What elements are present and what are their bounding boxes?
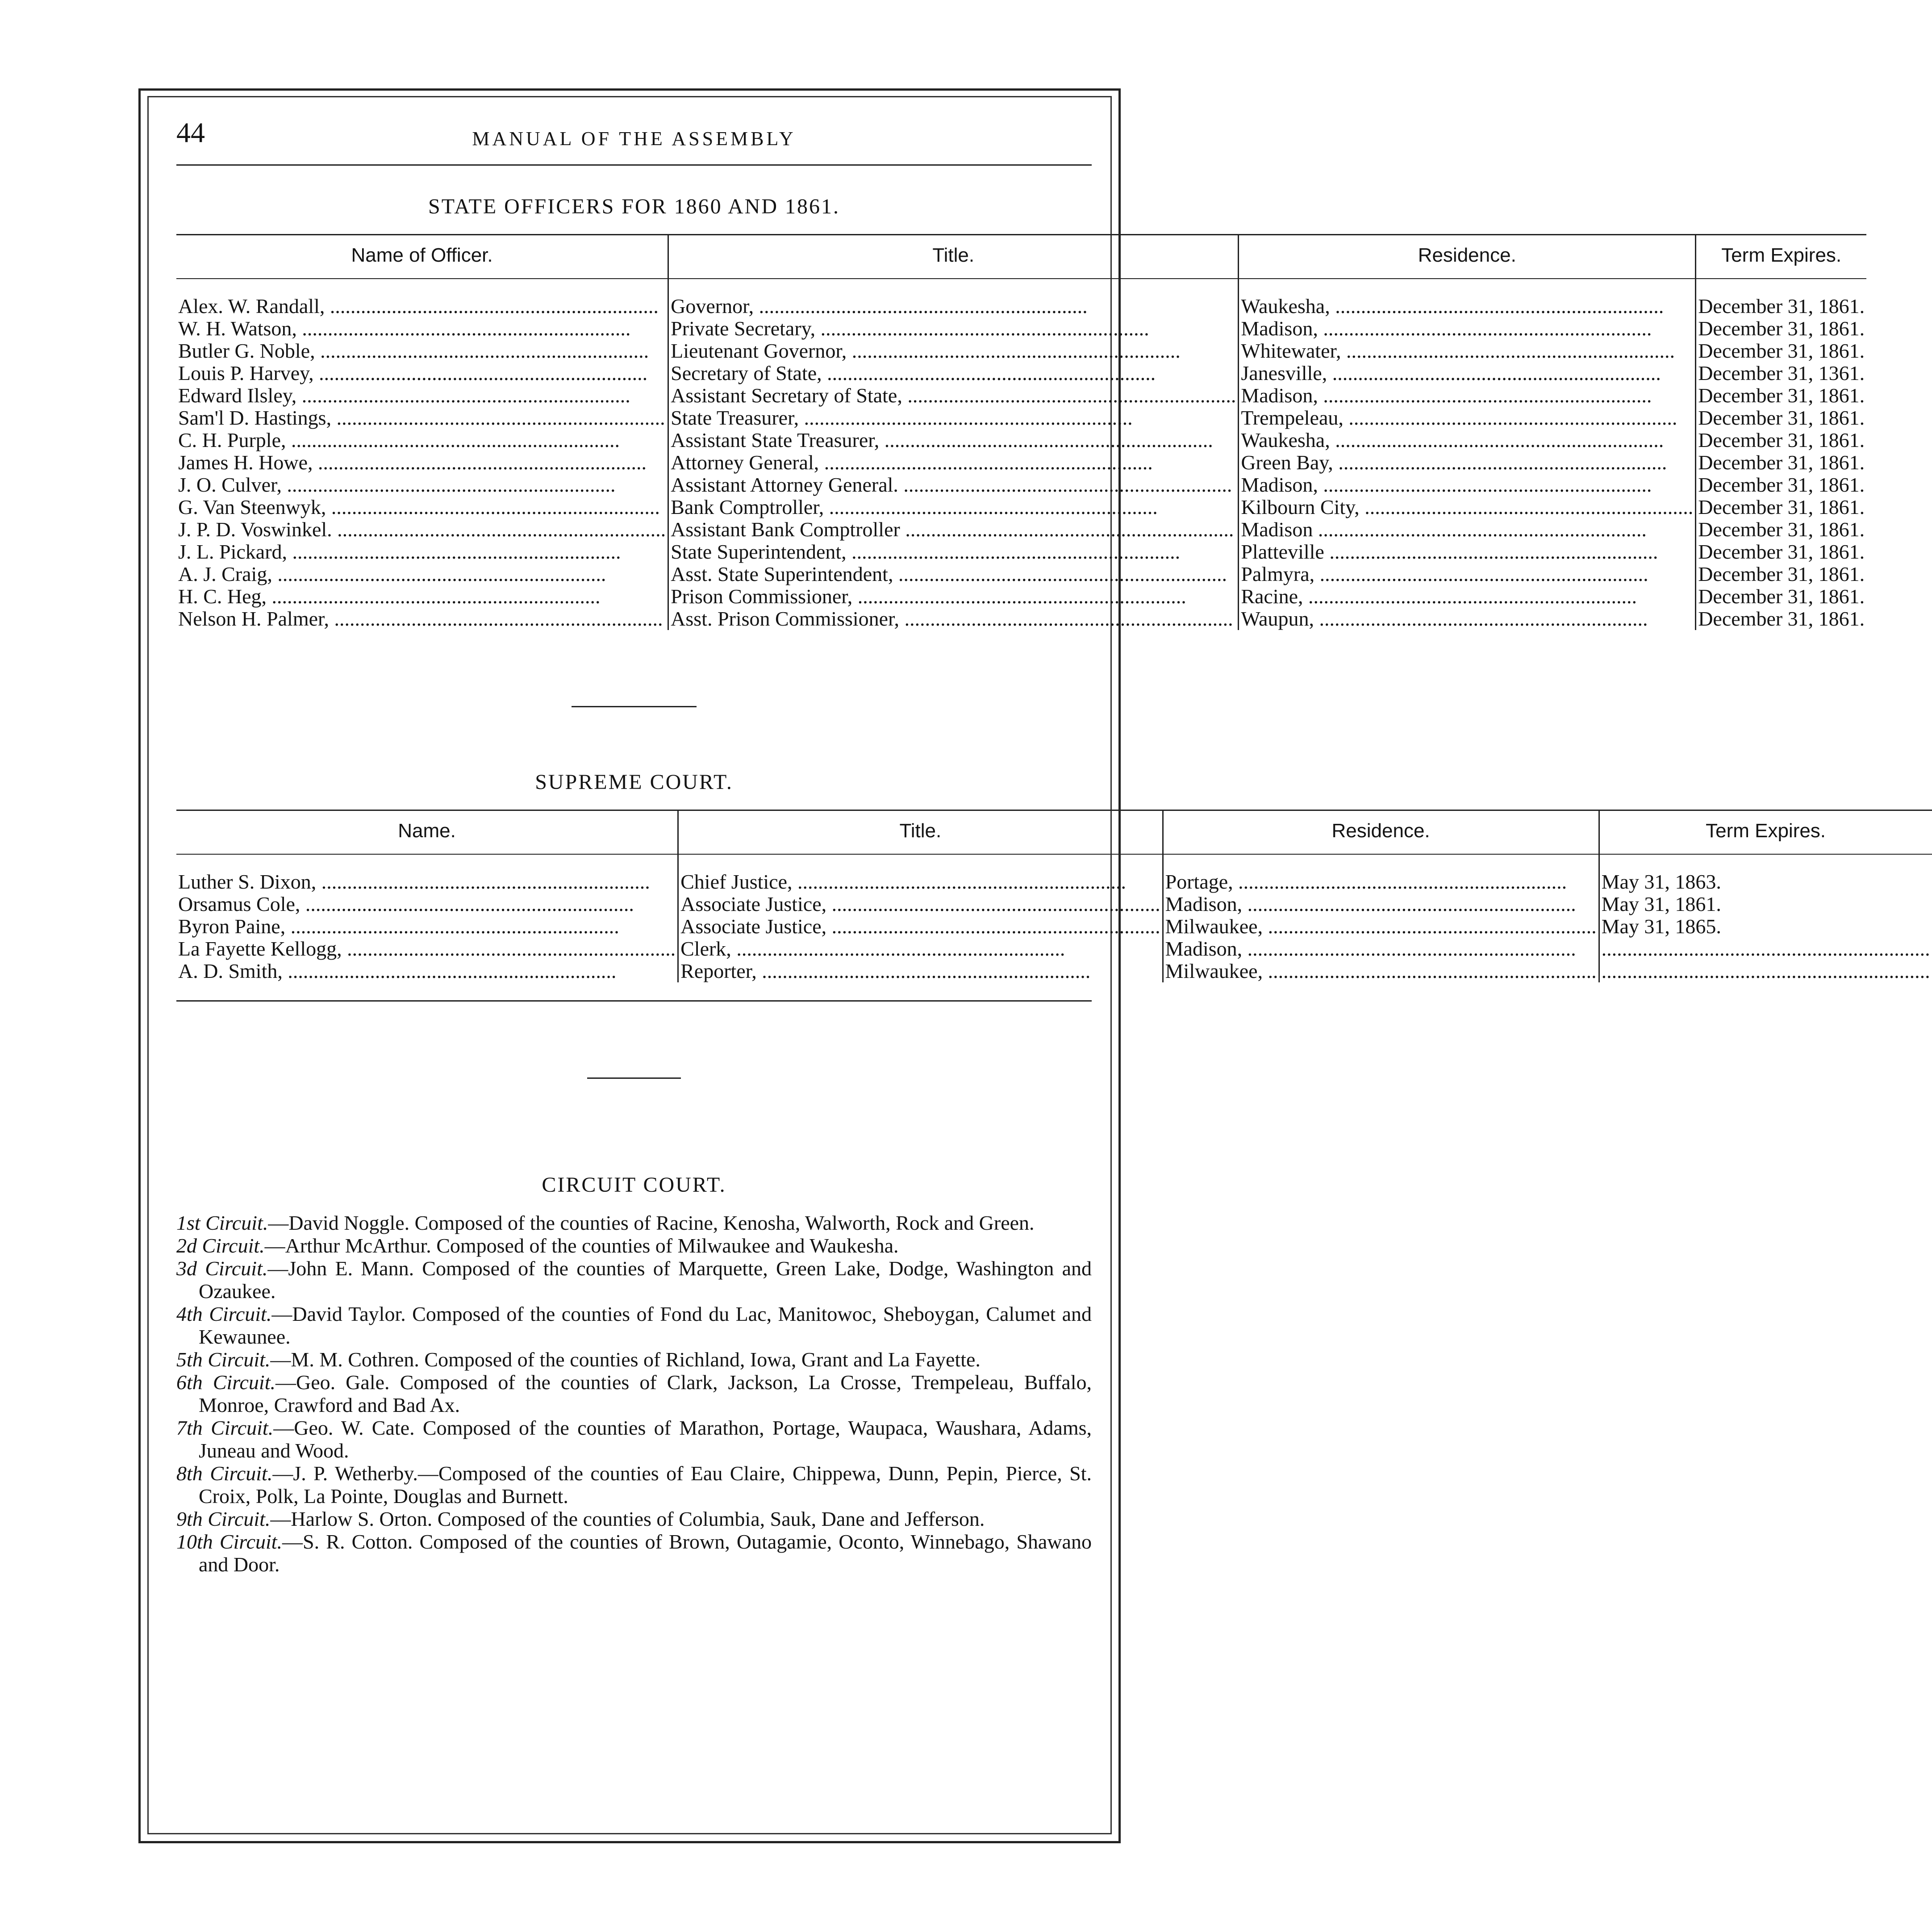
table-row <box>176 938 1932 960</box>
circuit-entry <box>176 1462 1092 1507</box>
table-cell: Waukesha, ..... <box>1239 429 1696 451</box>
circuit-entry <box>176 1530 1092 1576</box>
table-cell: Governor, ..... <box>668 295 1239 317</box>
table-cell: Attorney General, ..... <box>668 451 1239 474</box>
circuit-text: —David Taylor. Composed of the counties of Fond du Lac, Manitowoc, Sheboygan, Calumet and Kewaunee. <box>199 1303 1092 1348</box>
column-header: Name. <box>176 810 678 855</box>
table-cell: Assistant Attorney General. ..... <box>668 474 1239 496</box>
circuit-label: 10th Circuit. <box>176 1530 283 1553</box>
table-cell: La Fayette Kellogg, ..... <box>176 938 678 960</box>
section-divider <box>587 1077 681 1079</box>
supreme-court-rows <box>176 871 1932 982</box>
table-cell: Milwaukee, ..... <box>1163 960 1599 982</box>
table-cell: Chief Justice, ..... <box>678 871 1163 893</box>
circuit-text: —Geo. Gale. Composed of the counties of Clark, Jackson, La Crosse, Trempeleau, Buffalo, Monroe, Crawford and Bad Ax. <box>199 1371 1092 1416</box>
circuit-entry <box>176 1507 1092 1530</box>
table-cell: May 31, 1863. <box>1599 871 1932 893</box>
page-header <box>176 116 1092 161</box>
table-cell: Janesville, ..... <box>1239 362 1696 384</box>
table-row <box>176 317 1866 340</box>
table-cell <box>1599 960 1932 982</box>
table-cell: Palmyra, ..... <box>1239 563 1696 585</box>
table-cell: Madison, ..... <box>1239 384 1696 407</box>
table-row <box>176 384 1866 407</box>
circuit-court-list <box>176 1211 1092 1576</box>
table-cell: G. Van Steenwyk, ..... <box>176 496 668 518</box>
table-cell: Associate Justice, ..... <box>678 893 1163 915</box>
table-cell: Nelson H. Palmer, ..... <box>176 608 668 630</box>
supreme-court-bottom-rule <box>176 1000 1092 1002</box>
table-cell: Clerk, ..... <box>678 938 1163 960</box>
table-cell: Luther S. Dixon, ..... <box>176 871 678 893</box>
table-cell: May 31, 1861. <box>1599 893 1932 915</box>
table-cell: Butler G. Noble, ..... <box>176 340 668 362</box>
circuit-entry <box>176 1303 1092 1348</box>
table-cell: W. H. Watson, ..... <box>176 317 668 340</box>
table-cell: Kilbourn City, ..... <box>1239 496 1696 518</box>
table-cell: Asst. State Superintendent, ..... <box>668 563 1239 585</box>
column-header: Name of Officer. <box>176 235 668 279</box>
table-cell: Prison Commissioner, ..... <box>668 585 1239 608</box>
table-cell: J. P. D. Voswinkel. ..... <box>176 518 668 541</box>
table-cell: Associate Justice, ..... <box>678 915 1163 938</box>
table-cell: December 31, 1861. <box>1696 563 1867 585</box>
circuit-entry <box>176 1257 1092 1303</box>
table-cell: Waupun, ..... <box>1239 608 1696 630</box>
table-cell: December 31, 1861. <box>1696 407 1867 429</box>
table-cell: December 31, 1861. <box>1696 317 1867 340</box>
circuit-label: 6th Circuit. <box>176 1371 275 1394</box>
table-row <box>176 429 1866 451</box>
table-cell: Orsamus Cole, ..... <box>176 893 678 915</box>
table-cell <box>1599 938 1932 960</box>
circuit-entry <box>176 1348 1092 1371</box>
circuit-entry <box>176 1234 1092 1257</box>
supreme-court-title: SUPREME COURT. <box>535 770 733 794</box>
table-row <box>176 518 1866 541</box>
circuit-label: 5th Circuit. <box>176 1348 271 1371</box>
circuit-entry <box>176 1211 1092 1234</box>
table-cell: December 31, 1861. <box>1696 541 1867 563</box>
table-row <box>176 893 1932 915</box>
table-cell: December 31, 1861. <box>1696 608 1867 630</box>
table-cell: H. C. Heg, ..... <box>176 585 668 608</box>
table-cell: Waukesha, ..... <box>1239 295 1696 317</box>
table-cell: Sam'l D. Hastings, ..... <box>176 407 668 429</box>
table-cell: Green Bay, ..... <box>1239 451 1696 474</box>
table-row <box>176 563 1866 585</box>
table-cell: Assistant Bank Comptroller ..... <box>668 518 1239 541</box>
table-row <box>176 541 1866 563</box>
table-cell: Trempeleau, ..... <box>1239 407 1696 429</box>
table-row <box>176 295 1866 317</box>
table-cell: Louis P. Harvey, ..... <box>176 362 668 384</box>
table-cell: December 31, 1861. <box>1696 340 1867 362</box>
section-divider <box>572 706 697 707</box>
table-cell: State Treasurer, ..... <box>668 407 1239 429</box>
table-cell: James H. Howe, ..... <box>176 451 668 474</box>
circuit-text: —Geo. W. Cate. Composed of the counties of Marathon, Portage, Waupaca, Waushara, Adams, Juneau and Wood. <box>199 1416 1092 1462</box>
table-row <box>176 362 1866 384</box>
table-row <box>176 451 1866 474</box>
circuit-text: —J. P. Wetherby.—Composed of the counties of Eau Claire, Chippewa, Dunn, Pepin, Pierce, St. Croix, Polk, La Pointe, Douglas and Burnett. <box>199 1462 1092 1507</box>
header-rule <box>176 164 1092 166</box>
table-cell: Private Secretary, ..... <box>668 317 1239 340</box>
table-cell: Madison, ..... <box>1239 317 1696 340</box>
table-cell: Madison, ..... <box>1163 938 1599 960</box>
state-officers-title: STATE OFFICERS FOR 1860 AND 1861. <box>428 195 840 218</box>
circuit-label: 9th Circuit. <box>176 1507 271 1530</box>
table-cell: Edward Ilsley, ..... <box>176 384 668 407</box>
table-cell: J. L. Pickard, ..... <box>176 541 668 563</box>
column-header: Residence. <box>1163 810 1599 855</box>
table-cell: December 31, 1861. <box>1696 518 1867 541</box>
table-cell: Madison, ..... <box>1239 474 1696 496</box>
table-cell: Reporter, ..... <box>678 960 1163 982</box>
circuit-text: —S. R. Cotton. Composed of the counties of Brown, Outagamie, Oconto, Winnebago, Shawano and Door. <box>199 1530 1092 1576</box>
table-cell: A. D. Smith, ..... <box>176 960 678 982</box>
table-row <box>176 960 1932 982</box>
table-cell: May 31, 1865. <box>1599 915 1932 938</box>
table-cell: Assistant Secretary of State, ..... <box>668 384 1239 407</box>
table-row <box>176 915 1932 938</box>
table-cell: December 31, 1861. <box>1696 295 1867 317</box>
table-header-row <box>176 235 1866 279</box>
circuit-label: 2d Circuit. <box>176 1234 265 1257</box>
table-cell: December 31, 1861. <box>1696 474 1867 496</box>
table-row <box>176 585 1866 608</box>
table-cell: Asst. Prison Commissioner, ..... <box>668 608 1239 630</box>
running-head: MANUAL OF THE ASSEMBLY <box>472 128 796 150</box>
table-cell: Assistant State Treasurer, ..... <box>668 429 1239 451</box>
circuit-text: —David Noggle. Composed of the counties of Racine, Kenosha, Walworth, Rock and Green. <box>268 1211 1035 1234</box>
table-cell: December 31, 1861. <box>1696 429 1867 451</box>
table-row <box>176 608 1866 630</box>
table-header-row <box>176 810 1932 855</box>
column-header: Term Expires. <box>1599 810 1932 855</box>
circuit-text: —Arthur McArthur. Composed of the counties of Milwaukee and Waukesha. <box>264 1234 899 1257</box>
supreme-court-table <box>176 810 1932 982</box>
table-cell: Bank Comptroller, ..... <box>668 496 1239 518</box>
table-cell: A. J. Craig, ..... <box>176 563 668 585</box>
column-header: Residence. <box>1239 235 1696 279</box>
circuit-label: 7th Circuit. <box>176 1416 274 1439</box>
state-officers-table <box>176 234 1866 630</box>
circuit-label: 1st Circuit. <box>176 1211 268 1234</box>
table-row <box>176 340 1866 362</box>
table-cell: December 31, 1861. <box>1696 384 1867 407</box>
table-cell: Lieutenant Governor, ..... <box>668 340 1239 362</box>
state-officers-rows <box>176 295 1866 630</box>
table-cell: Secretary of State, ..... <box>668 362 1239 384</box>
table-cell: December 31, 1861. <box>1696 585 1867 608</box>
circuit-label: 3d Circuit. <box>176 1257 268 1280</box>
table-cell: Platteville ..... <box>1239 541 1696 563</box>
table-cell: Madison, ..... <box>1163 893 1599 915</box>
table-row <box>176 871 1932 893</box>
circuit-entry <box>176 1416 1092 1462</box>
column-header: Term Expires. <box>1696 235 1867 279</box>
table-cell: Portage, ..... <box>1163 871 1599 893</box>
circuit-text: —M. M. Cothren. Composed of the counties of Richland, Iowa, Grant and La Fayette. <box>270 1348 981 1371</box>
column-header: Title. <box>668 235 1239 279</box>
circuit-entry <box>176 1371 1092 1416</box>
circuit-court-title: CIRCUIT COURT. <box>542 1173 726 1197</box>
table-cell: C. H. Purple, ..... <box>176 429 668 451</box>
table-cell: Byron Paine, ..... <box>176 915 678 938</box>
table-cell: Racine, ..... <box>1239 585 1696 608</box>
table-row <box>176 496 1866 518</box>
circuit-text: —Harlow S. Orton. Composed of the counties of Columbia, Sauk, Dane and Jefferson. <box>270 1507 985 1530</box>
table-cell: December 31, 1861. <box>1696 496 1867 518</box>
table-cell: December 31, 1861. <box>1696 451 1867 474</box>
circuit-label: 8th Circuit. <box>176 1462 273 1485</box>
table-row <box>176 474 1866 496</box>
table-cell: Madison ..... <box>1239 518 1696 541</box>
table-cell: State Superintendent, ..... <box>668 541 1239 563</box>
table-row <box>176 407 1866 429</box>
table-cell: Milwaukee, ..... <box>1163 915 1599 938</box>
table-cell: Alex. W. Randall, ..... <box>176 295 668 317</box>
table-cell: Whitewater, ..... <box>1239 340 1696 362</box>
circuit-label: 4th Circuit. <box>176 1303 272 1325</box>
page-number: 44 <box>176 117 205 148</box>
table-cell: December 31, 1361. <box>1696 362 1867 384</box>
circuit-text: —John E. Mann. Composed of the counties of Marquette, Green Lake, Dodge, Washington and Ozaukee. <box>199 1257 1092 1303</box>
page-content <box>176 116 1865 1576</box>
table-cell: J. O. Culver, ..... <box>176 474 668 496</box>
column-header: Title. <box>678 810 1163 855</box>
